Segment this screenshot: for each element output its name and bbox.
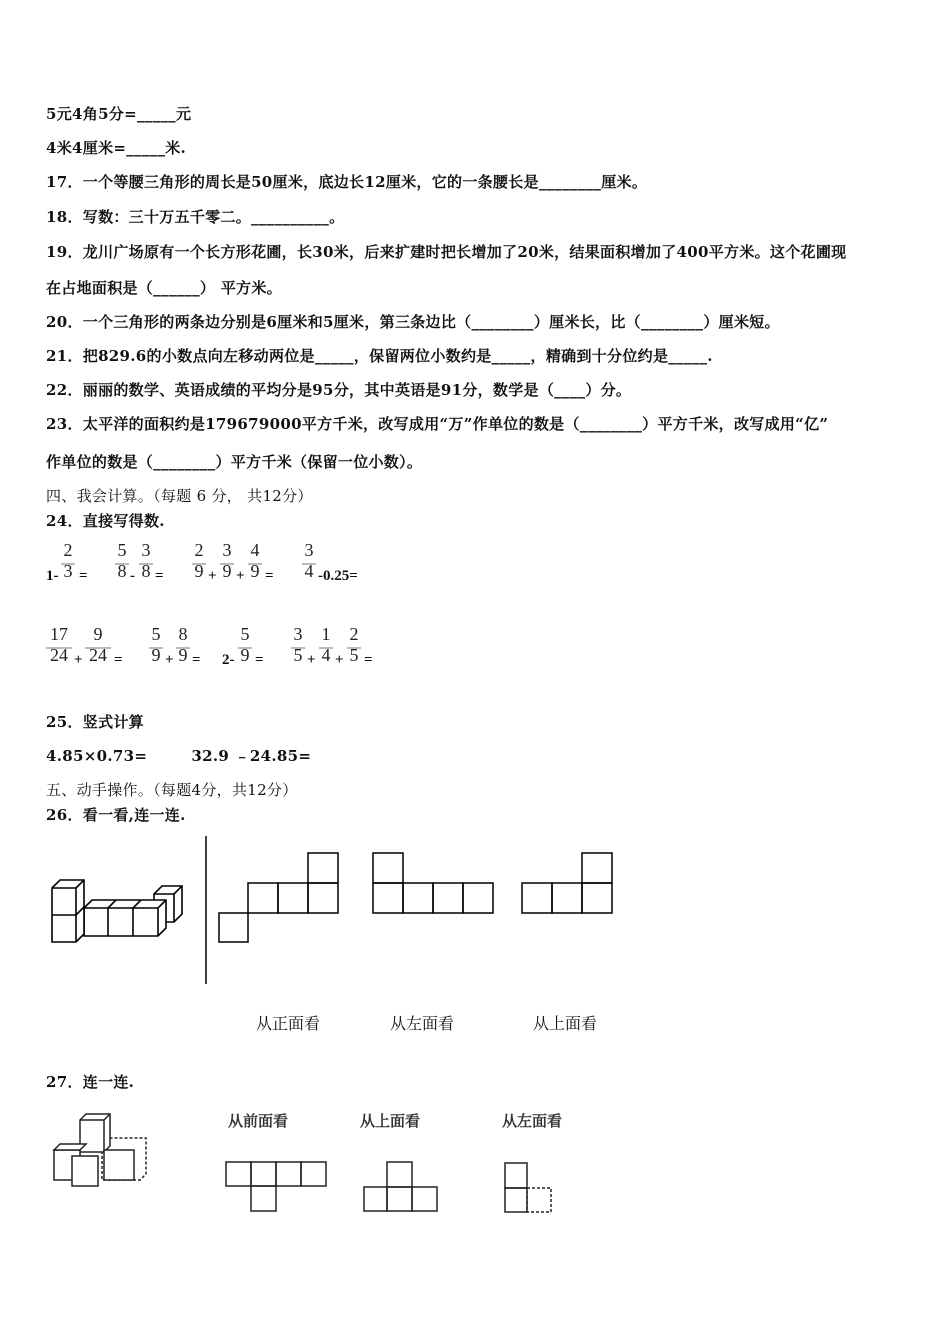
question-24: 24．直接写得数. <box>46 512 165 530</box>
fraction: 5 9 <box>240 624 250 665</box>
fraction: 3 8 <box>141 540 151 581</box>
question-26: 26．看一看,连一连. <box>46 806 186 824</box>
view-shape-3 <box>521 852 615 916</box>
calc-text: + <box>74 652 83 668</box>
question-25-expressions: 4.85×0.73= 32.9 ﹣24.85= <box>46 747 312 765</box>
question-19-line2: 在占地面积是（______） 平方米。 <box>46 279 282 297</box>
calc-text: + <box>165 652 174 668</box>
line-yuan: 5元4角5分=_____元 <box>46 105 192 123</box>
question-21: 21．把829.6的小数点向左移动两位是_____，保留两位小数约是_____，精确到十分位约是_____. <box>46 347 713 365</box>
view-shape-27-left <box>501 1160 557 1216</box>
calc-text: = <box>364 652 373 668</box>
fraction: 8 9 <box>178 624 188 665</box>
vertical-divider <box>204 836 208 984</box>
view-label-left: 从左面看 <box>390 1014 455 1033</box>
calc-text: + <box>307 652 316 668</box>
fraction: 17 24 <box>50 624 68 665</box>
calc-text: = <box>255 652 264 668</box>
question-22: 22．丽丽的数学、英语成绩的平均分是95分，其中英语是91分，数学是（____）分。 <box>46 381 632 399</box>
view-shape-1 <box>218 852 340 944</box>
question-23-line1: 23．太平洋的面积约是179679000平方千米，改写成用“万”作单位的数是（________）平方千米，改写成用“亿” <box>46 415 829 433</box>
fraction: 4 9 <box>250 540 260 581</box>
fraction: 2 3 <box>63 540 73 581</box>
calc-text: + <box>236 568 245 584</box>
fraction: 2 5 <box>349 624 359 665</box>
cube-figure-27 <box>50 1108 150 1190</box>
question-17: 17．一个等腰三角形的周长是50厘米，底边长12厘米，它的一条腰长是________厘米。 <box>46 173 648 191</box>
calc-text: = <box>114 652 123 668</box>
calc-text: -0.25= <box>318 568 358 584</box>
view-label-front-27: 从前面看 <box>228 1112 289 1130</box>
calc-text: = <box>79 568 88 584</box>
view-shape-27-front <box>224 1160 328 1214</box>
calc-text: 1- <box>46 568 59 584</box>
view-shape-27-top <box>362 1160 440 1214</box>
calc-text: = <box>265 568 274 584</box>
cube-figure-26 <box>48 878 188 948</box>
fraction: 5 8 <box>117 540 127 581</box>
question-18: 18．写数：三十万五千零二。__________。 <box>46 208 345 226</box>
fraction: 3 5 <box>293 624 303 665</box>
view-label-left-27: 从左面看 <box>502 1112 563 1130</box>
fraction: 3 9 <box>222 540 232 581</box>
question-25: 25．竖式计算 <box>46 713 144 731</box>
fraction: 9 24 <box>89 624 107 665</box>
fraction: 2 9 <box>194 540 204 581</box>
line-meter: 4米4厘米=_____米. <box>46 139 187 157</box>
view-label-top: 从上面看 <box>533 1014 598 1033</box>
calc-text: + <box>208 568 217 584</box>
calc-text: = <box>155 568 164 584</box>
fraction: 1 4 <box>321 624 331 665</box>
question-20: 20．一个三角形的两条边分别是6厘米和5厘米，第三条边比（________）厘米长，比（________）厘米短。 <box>46 313 780 331</box>
calc-text: = <box>192 652 201 668</box>
view-label-front: 从正面看 <box>256 1014 321 1033</box>
view-label-top-27: 从上面看 <box>360 1112 421 1130</box>
calc-text: 2- <box>222 652 235 668</box>
fraction: 5 9 <box>151 624 161 665</box>
calc-text: + <box>335 652 344 668</box>
fraction: 3 4 <box>304 540 314 581</box>
question-27: 27．连一连. <box>46 1073 135 1091</box>
section-5-title: 五、动手操作。（每题4分，共12分） <box>46 781 298 799</box>
view-shape-2 <box>372 852 496 916</box>
question-23-line2: 作单位的数是（________）平方千米（保留一位小数）。 <box>46 453 423 471</box>
question-19-line1: 19．龙川广场原有一个长方形花圃，长30米，后来扩建时把长增加了20米，结果面积增加了400平方米。这个花圃现 <box>46 243 847 261</box>
calc-text: - <box>130 568 135 584</box>
section-4-title: 四、我会计算。（每题 6 分， 共12分） <box>46 487 313 505</box>
